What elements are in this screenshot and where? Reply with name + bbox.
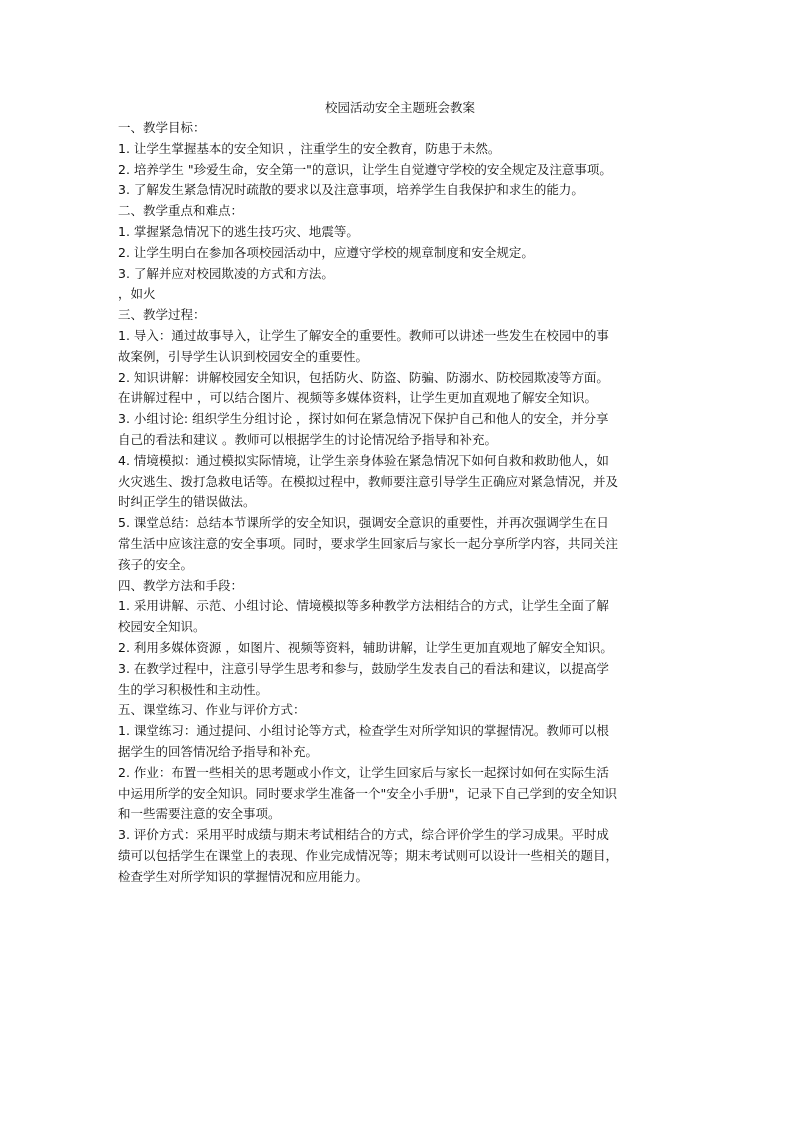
document-body [118,118,686,887]
text-line: 2. 利用多媒体资源 ，如图片、视频等资料，辅助讲解，让学生更加直观地了解安全知识。 [118,639,613,655]
text-line: 四、教学方法和手段： [118,577,244,593]
text-line: 常生活中应该注意的安全事项。同时，要求学生回家后与家长一起分享所学内容，共同关注 [118,535,619,551]
text-line: 3. 了解并应对校园欺凌的方式和方法。 [118,265,334,281]
text-line: 3. 小组讨论: 组织学生分组讨论 ，探讨如何在紧急情况下保护自己和他人的安全，并分享 [118,411,609,427]
text-line: 故案例，引导学生认识到校园安全的重要性。 [118,348,369,364]
text-line: 检查学生对所学知识的掌握情况和应用能力。 [118,868,369,884]
text-line: 自己的看法和建议 。教师可以根据学生的讨论情况给予指导和补充。 [118,431,497,447]
text-line: 孩子的安全。 [118,556,194,572]
text-line: 中运用所学的安全知识。同时要求学生准备一个"安全小手册"，记录下自己学到的安全知识 [118,785,618,801]
text-line: 三、教学过程： [118,307,206,323]
text-line: 5. 课堂总结：总结本节课所学的安全知识，强调安全意识的重要性，并再次强调学生在日 [118,515,609,531]
text-line: 校园安全知识。 [118,619,206,635]
text-line: 1. 掌握紧急情况下的逃生技巧灾、地震等。 [118,223,359,239]
text-line: 一、教学目标： [118,120,206,135]
text-line: 2. 培养学生 "珍爱生命，安全第一"的意识，让学生自觉遵守学校的安全规定及注意事项。 [118,161,612,177]
text-line: 据学生的回答情况给予指导和补充。 [118,743,319,759]
text-line: 1. 采用讲解、示范、小组讨论、情境模拟等多种教学方法相结合的方式，让学生全面了解 [118,598,609,614]
text-line: 绩可以包括学生在课堂上的表现、作业完成情况等；期末考试则可以设计一些相关的题目， [118,847,619,863]
text-line: 1. 导入：通过故事导入，让学生了解安全的重要性。教师可以讲述一些发生在校园中的事 [118,327,609,343]
text-line: 火灾逃生、拨打急救电话等。在模拟过程中，教师要注意引导学生正确应对紧急情况，并及 [118,473,619,489]
text-line: 3. 在教学过程中，注意引导学生思考和参与，鼓励学生发表自己的看法和建议，以提高学 [118,660,609,676]
text-line: ，如火 [118,286,156,302]
text-line: 2. 让学生明白在参加各项校园活动中，应遵守学校的规章制度和安全规定。 [118,244,534,260]
text-line: 1. 让学生掌握基本的安全知识 ，注重学生的安全教育，防患于未然。 [118,140,501,156]
text-line: 2. 作业：布置一些相关的思考题或小作文，让学生回家后与家长一起探讨如何在实际生活 [118,764,609,780]
document-title: 校园活动安全主题班会教案 [324,100,475,115]
text-line: 3. 了解发生紧急情况时疏散的要求以及注意事项，培养学生自我保护和求生的能力。 [118,182,584,198]
text-line: 1. 课堂练习：通过提问、小组讨论等方式，检查学生对所学知识的掌握情况。教师可以根 [118,723,609,739]
text-line: 生的学习积极性和主动性。 [118,681,269,697]
text-line: 在讲解过程中 ，可以结合图片、视频等多媒体资料，让学生更加直观地了解安全知识。 [118,390,597,406]
text-line: 二、教学重点和难点： [118,203,244,219]
text-line: 和一些需要注意的安全事项。 [118,806,281,822]
text-line: 时纠正学生的错误做法。 [118,494,256,510]
text-line: 3. 评价方式：采用平时成绩与期末考试相结合的方式，综合评价学生的学习成果。平时成 [118,827,609,843]
text-line: 4. 情境模拟：通过模拟实际情境，让学生亲身体验在紧急情况下如何自救和救助他人，如 [118,452,609,468]
text-line: 2. 知识讲解：讲解校园安全知识，包括防火、防盗、防骗、防溺水、防校园欺凌等方面。 [118,369,609,385]
text-line: 五、课堂练习、作业与评价方式： [118,702,306,718]
